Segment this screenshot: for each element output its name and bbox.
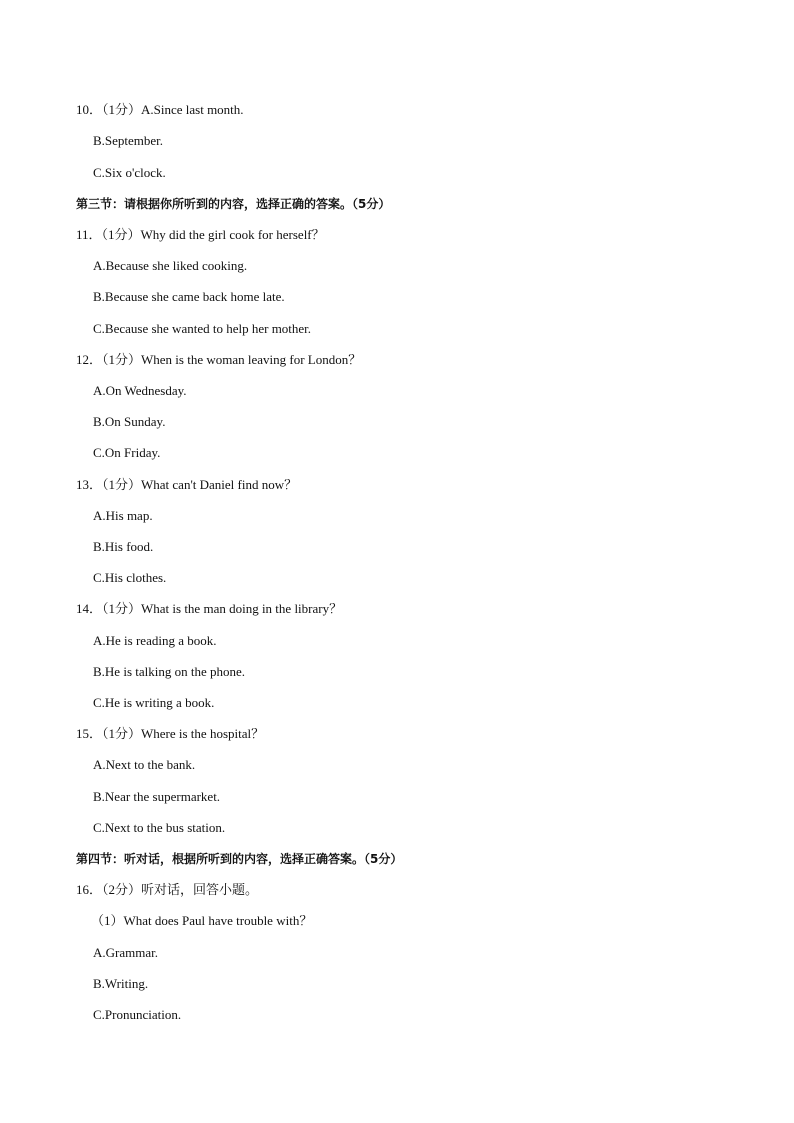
question-15-option-c: C.Next to the bus station. bbox=[93, 820, 226, 835]
question-12-stem: 12．（1分）When is the woman leaving for London？ bbox=[76, 352, 362, 367]
question-15-option-b: B.Near the supermarket. bbox=[93, 789, 221, 804]
question-11-option-c: C.Because she wanted to help her mother. bbox=[93, 321, 312, 336]
section-4-heading: 第四节：听对话，根据所听到的内容，选择正确答案。（5分） bbox=[76, 852, 403, 866]
question-14-option-b: B.He is talking on the phone. bbox=[93, 664, 246, 679]
question-13-option-a: A.His map. bbox=[93, 508, 153, 523]
question-16-stem: 16．（2分）听对话，回答小题。 bbox=[76, 882, 259, 897]
question-16-sub-1: （1）What does Paul have trouble with？ bbox=[91, 913, 313, 928]
question-10-option-b: B.September. bbox=[93, 133, 164, 148]
question-14-option-a: A.He is reading a book. bbox=[93, 633, 217, 648]
question-11-option-b: B.Because she came back home late. bbox=[93, 289, 285, 304]
question-16-option-a: A.Grammar. bbox=[93, 945, 158, 960]
question-11-stem: 11．（1分）Why did the girl cook for herself？ bbox=[76, 227, 325, 242]
question-14-stem: 14．（1分）What is the man doing in the library？ bbox=[76, 601, 343, 616]
question-13-option-b: B.His food. bbox=[93, 539, 154, 554]
question-10-option-c: C.Six o'clock. bbox=[93, 165, 166, 180]
question-15-stem: 15．（1分）Where is the hospital？ bbox=[76, 726, 265, 741]
section-3-heading: 第三节：请根据你所听到的内容，选择正确的答案。（5分） bbox=[76, 197, 391, 211]
question-12-option-a: A.On Wednesday. bbox=[93, 383, 187, 398]
question-14-option-c: C.He is writing a book. bbox=[93, 695, 215, 710]
question-12-option-b: B.On Sunday. bbox=[93, 414, 166, 429]
question-13-stem: 13．（1分）What can't Daniel find now？ bbox=[76, 477, 298, 492]
question-13-option-c: C.His clothes. bbox=[93, 570, 167, 585]
question-15-option-a: A.Next to the bank. bbox=[93, 757, 196, 772]
question-10-stem: 10．（1分）A.Since last month. bbox=[76, 102, 244, 117]
question-16-option-c: C.Pronunciation. bbox=[93, 1007, 182, 1022]
question-11-option-a: A.Because she liked cooking. bbox=[93, 258, 248, 273]
question-12-option-c: C.On Friday. bbox=[93, 445, 161, 460]
question-16-option-b: B.Writing. bbox=[93, 976, 149, 991]
